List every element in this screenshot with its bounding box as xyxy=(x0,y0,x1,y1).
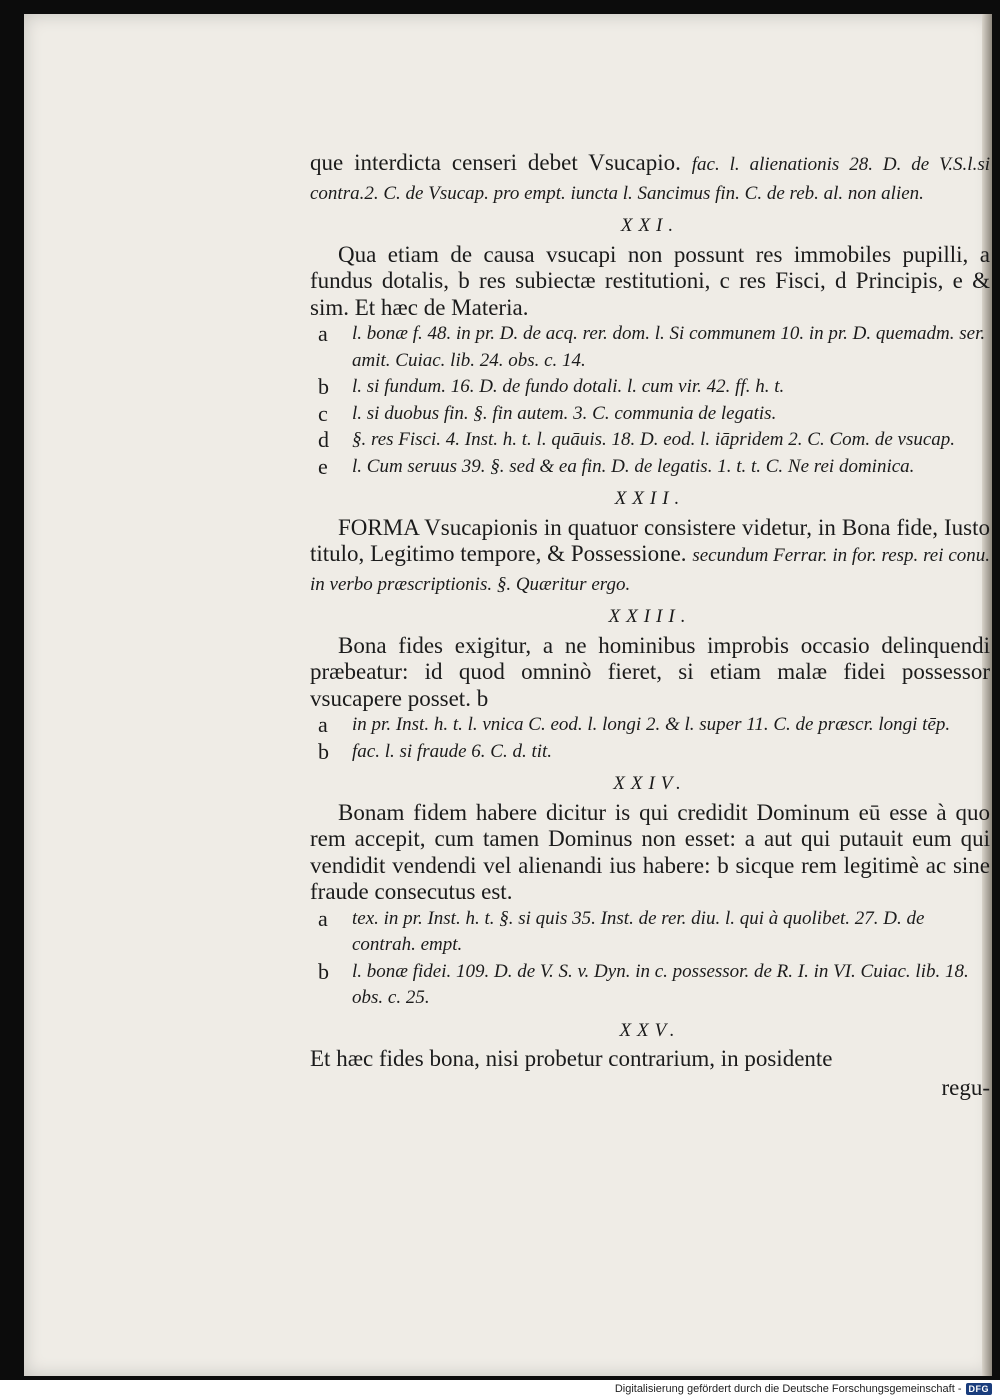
footnote-letter: c xyxy=(318,400,328,426)
footer-text: Digitalisierung gefördert durch die Deutsche Forschungsgemeinschaft - xyxy=(614,1383,962,1395)
section-numeral-xxiv: XXIV. xyxy=(613,773,687,794)
footnote-letter: b xyxy=(318,738,329,764)
dfg-logo-icon: DFG xyxy=(966,1383,993,1395)
section-numeral-xxii: XXII. xyxy=(614,488,686,509)
footnote-text: l. bonæ f. 48. in pr. D. de acq. rer. dom. l. Si communem 10. in pr. D. quemadm. ser. amit. Cuiac. lib. 24. obs. c. 14. xyxy=(352,323,986,371)
section-numeral-xxv: XXV. xyxy=(619,1019,681,1041)
footnote-letter: b xyxy=(318,958,329,984)
footnote-text: in pr. Inst. h. t. l. vnica C. eod. l. longi 2. & l. super 11. C. de præscr. longi tēp. xyxy=(352,714,951,735)
footnote xyxy=(310,374,990,401)
intro-citation: fac. l. alienationis 28. D. de V.S.l.si contra.2. C. de Vsucap. pro empt. iuncta l. Sancimus fin. C. de reb. al. non alien. xyxy=(310,154,990,204)
section-paragraph-xxii xyxy=(310,515,990,599)
section-paragraph-xxiv: Bonam fidem habere dicitur is qui credidit Dominum eū esse à quo rem accepit, cum tamen Dominus non esset: a aut qui putauit eum qui vendidit vendendi vel alienandi ius habere: b sicque rem legitimè ac sine fraude consecutus est. xyxy=(310,799,990,904)
footnote xyxy=(310,401,990,428)
section-numeral-xxiii: XXIII. xyxy=(608,606,692,627)
footnote xyxy=(310,427,990,454)
footnote xyxy=(310,959,990,1012)
footnote-text: fac. l. si fraude 6. C. d. tit. xyxy=(352,740,553,762)
footnote-text: l. si duobus fin. §. fin autem. 3. C. communia de legatis. xyxy=(352,402,777,424)
paragraph-citation: secundum Ferrar. in for. resp. rei conu. in verbo præscriptionis. §. Quæritur ergo. xyxy=(310,545,991,595)
section-paragraph-xxiii: Bona fides exigitur, a ne hominibus improbis occasio delinquendi præbeatur: id quod omninò fieret, si etiam malæ fidei possessor vsucapere posset. b xyxy=(310,632,990,711)
footnote-letter: a xyxy=(318,712,328,737)
footnote-text: l. Cum seruus 39. §. sed & ea fin. D. de legatis. 1. t. t. C. Ne rei dominica. xyxy=(352,455,915,477)
digitization-footer xyxy=(615,1383,992,1395)
footnote-letter: e xyxy=(318,453,328,479)
footnote-letter: a xyxy=(318,905,328,931)
footnote-letter: a xyxy=(318,321,328,346)
footnote-letter: d xyxy=(318,427,329,452)
intro-text: que interdicta censeri debet Vsucapio. xyxy=(310,150,681,175)
footnote-text: tex. in pr. Inst. h. t. §. si quis 35. Inst. de rer. diu. l. qui à quolibet. 27. D. de contrah. empt. xyxy=(352,907,925,955)
footnote xyxy=(310,454,990,481)
footnote-text: l. si fundum. 16. D. de fundo dotali. l. cum vir. 42. ff. h. t. xyxy=(352,376,785,397)
footnote xyxy=(310,712,990,739)
footnote xyxy=(310,739,990,766)
footnote-text: §. res Fisci. 4. Inst. h. t. l. quāuis. 18. D. eod. l. iāpridem 2. C. Com. de vsucap. xyxy=(352,429,956,450)
catchword: regu- xyxy=(941,1074,990,1100)
page-text xyxy=(310,150,990,1101)
section-paragraph-xxv: Et hæc fides bona, nisi probetur contrarium, in posidente xyxy=(310,1046,833,1071)
section-numeral-xxi: XXI. xyxy=(620,215,680,236)
footnote-text: l. bonæ fidei. 109. D. de V. S. v. Dyn. in c. possessor. de R. I. in VI. Cuiac. lib. 18. obs. c. 25. xyxy=(352,960,969,1008)
footnote xyxy=(310,321,990,374)
intro-paragraph xyxy=(310,150,990,207)
section-paragraph-xxi: Qua etiam de causa vsucapi non possunt res immobiles pupilli, a fundus dotalis, b res subiectæ restitutioni, c res Fisci, d Principis, e & sim. Et hæc de Materia. xyxy=(310,241,990,320)
paragraph-text: FORMA Vsucapionis in quatuor consistere videtur, in Bona fide, Iusto titulo, Legitimo tempore, & Possessione. xyxy=(310,514,990,566)
footnote xyxy=(310,906,990,959)
footnote-letter: b xyxy=(318,374,329,399)
